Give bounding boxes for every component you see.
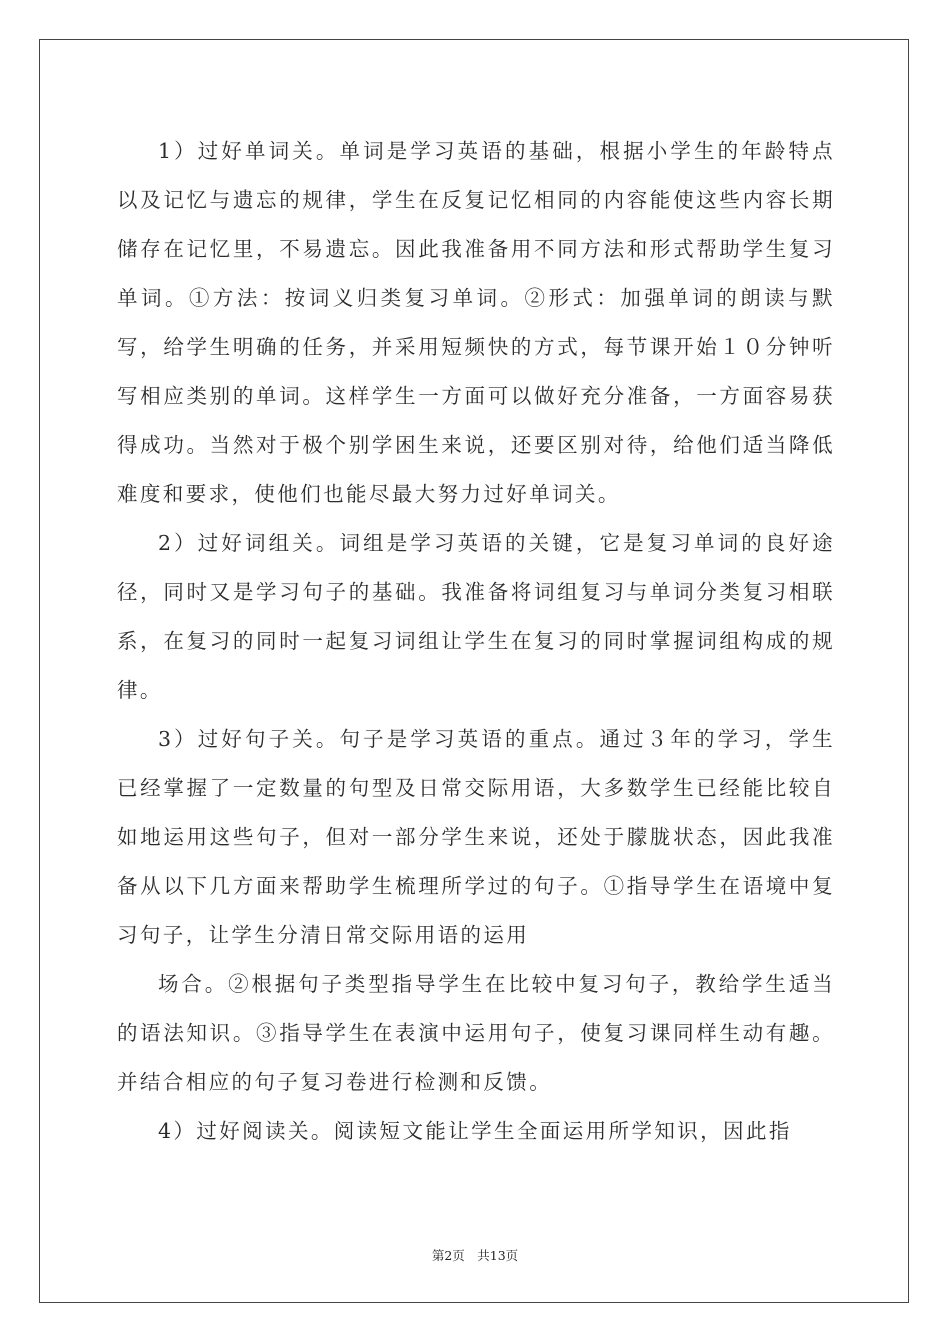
paragraph-sentences: 3）过好句子关。句子是学习英语的重点。通过３年的学习，学生已经掌握了一定数量的句型及日常交际用语，大多数学生已经能比较自如地运用这些句子，但对一部分学生来说，还处于朦胧状态，因此我准备从以下几方面来帮助学生梳理所学过的句子。①指导学生在语境中复习句子，让学生分清日常交际用语的运用 [117,727,835,947]
paragraph-phrases: 2）过好词组关。词组是学习英语的关键，它是复习单词的良好途径，同时又是学习句子的基础。我准备将词组复习与单词分类复习相联系，在复习的同时一起复习词组让学生在复习的同时掌握词组构成的规律。 [117,531,835,702]
paragraph-reading: 4）过好阅读关。阅读短文能让学生全面运用所学知识，因此指 [158,1119,792,1143]
document-body [117,127,835,1156]
paragraph-words: 1）过好单词关。单词是学习英语的基础，根据小学生的年龄特点以及记忆与遗忘的规律，学生在反复记忆相同的内容能使这些内容长期储存在记忆里，不易遗忘。因此我准备用不同方法和形式帮助学生复习单词。①方法：按词义归类复习单词。②形式：加强单词的朗读与默写，给学生明确的任务，并采用短频快的方式，每节课开始１０分钟听写相应类别的单词。这样学生一方面可以做好充分准备，一方面容易获得成功。当然对于极个别学困生来说，还要区别对待，给他们适当降低难度和要求，使他们也能尽最大努力过好单词关。 [117,139,835,506]
paragraph-sentences-continued: 场合。②根据句子类型指导学生在比较中复习句子，教给学生适当的语法知识。③指导学生在表演中运用句子，使复习课同样生动有趣。并结合相应的句子复习卷进行检测和反馈。 [117,972,835,1094]
page-number-footer: 第2页 共13页 [431,1248,519,1263]
